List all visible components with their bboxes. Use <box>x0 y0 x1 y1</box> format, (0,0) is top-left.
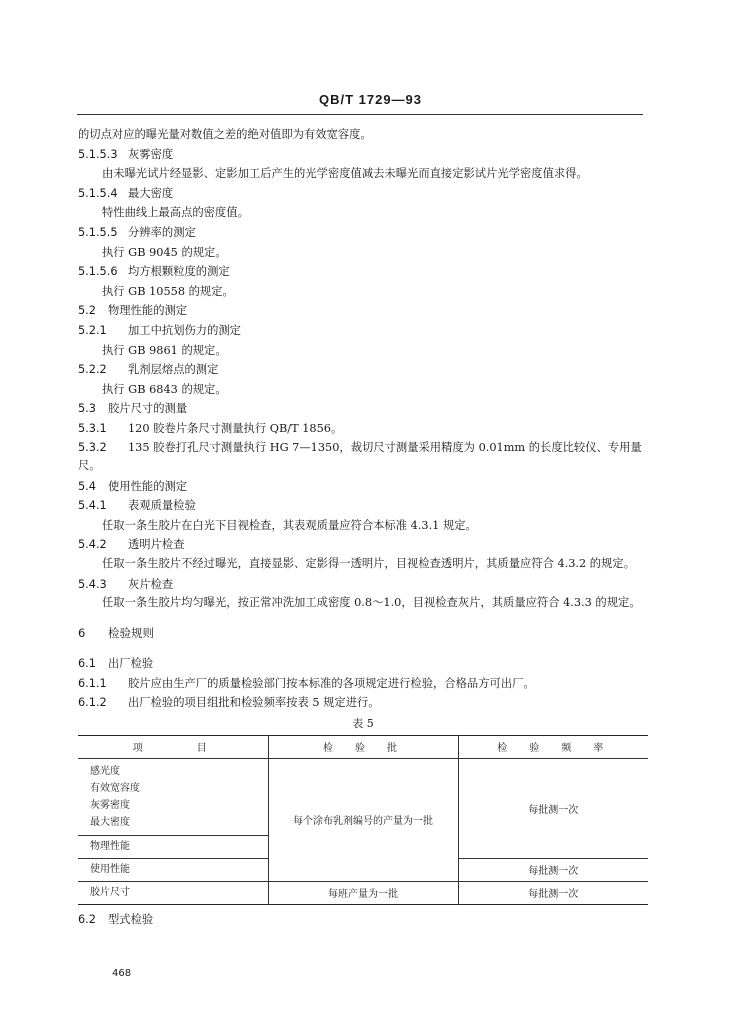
section-5-4-heading: 5.4 使用性能的测定 <box>78 479 188 493</box>
col-header-frequency: 检 验 频 率 <box>458 735 648 758</box>
section-gap <box>78 644 648 654</box>
section-5-4-2-text: 任取一条生胶片不经过曝光，直接显影、定影得一透明片，目视检查透明片，其质量应符合 4.3.2 的规定。 <box>102 556 635 570</box>
section-5-4-1-heading: 5.4.1 表观质量检验 <box>78 499 196 513</box>
col-header-batch: 检 验 批 <box>268 735 458 758</box>
table-row <box>78 881 648 904</box>
section-5-1-5-4-text: 特性曲线上最高点的密度值。 <box>102 206 249 220</box>
section-5-4-2-heading: 5.4.2 透明片检查 <box>78 538 185 552</box>
cell-film-size: 胶片尺寸 <box>78 881 268 904</box>
section-6-1-2: 6.1.2 出厂检验的项目组批和检验频率按表 5 规定进行。 <box>78 696 380 710</box>
cell-frequency-3: 每批测一次 <box>458 881 648 904</box>
table-header-row <box>78 735 648 758</box>
section-5-1-5-6-text: 执行 GB 10558 的规定。 <box>102 284 234 298</box>
continuation-line: 的切点对应的曝光量对数值之差的绝对值即为有效宽容度。 <box>78 128 372 141</box>
table-row <box>78 758 648 835</box>
table-5 <box>78 735 648 905</box>
section-5-1-5-5-text: 执行 GB 9045 的规定。 <box>102 245 227 259</box>
section-5-2-1-heading: 5.2.1 加工中抗划伤力的测定 <box>78 323 241 337</box>
section-5-4-3-heading: 5.4.3 灰片检查 <box>78 577 174 591</box>
section-5-4-3-text: 任取一条生胶片均匀曝光，按正常冲洗加工成密度 0.8～1.0，目视检查灰片，其质量应符合 4.3.3 的规定。 <box>102 596 641 610</box>
cell-frequency-2: 每批测一次 <box>458 858 648 881</box>
cell-batch-class: 每班产量为一批 <box>268 881 458 904</box>
section-5-1-5-4-heading: 5.1.5.4 最大密度 <box>78 186 174 200</box>
section-5-1-5-3-heading: 5.1.5.3 灰雾密度 <box>78 147 174 161</box>
section-5-3-1: 5.3.1 120 胶卷片条尺寸测量执行 QB/T 1856。 <box>78 421 343 435</box>
section-5-1-5-6-heading: 5.1.5.6 均方根颗粒度的测定 <box>78 265 230 279</box>
section-6-1-1: 6.1.1 胶片应由生产厂的质量检验部门按本标准的各项规定进行检验，合格品方可出厂。 <box>78 676 535 690</box>
item-sensitivity: 感光度 <box>90 765 120 777</box>
page-number: 468 <box>112 968 132 979</box>
section-5-2-2-text: 执行 GB 6843 的规定。 <box>102 382 227 396</box>
section-5-4-1-text: 任取一条生胶片在白光下目视检查，其表观质量应符合本标准 4.3.1 规定。 <box>102 518 477 532</box>
chapter-6-heading: 6 检验规则 <box>78 626 154 641</box>
page-content <box>78 125 648 929</box>
section-5-1-5-3-text: 由未曝光试片经显影、定影加工后产生的光学密度值减去未曝光而直接定影试片光学密度值求得。 <box>102 167 588 181</box>
item-fog-density: 灰雾密度 <box>90 799 130 811</box>
section-5-2-2-heading: 5.2.2 乳剂层熔点的测定 <box>78 363 219 377</box>
cell-usage: 使用性能 <box>78 858 268 881</box>
header-rule <box>77 114 643 115</box>
cell-physical: 物理性能 <box>78 835 268 858</box>
cell-batch-emulsion: 每个涂布乳剂编号的产量为一批 <box>268 758 458 881</box>
item-latitude: 有效宽容度 <box>90 782 140 794</box>
section-5-1-5-5-heading: 5.1.5.5 分辨率的测定 <box>78 225 196 239</box>
section-gap <box>78 614 648 624</box>
section-6-2-heading: 6.2 型式检验 <box>78 912 154 926</box>
col-header-item: 项 目 <box>78 735 268 758</box>
item-max-density: 最大密度 <box>90 816 130 828</box>
section-5-2-heading: 5.2 物理性能的测定 <box>78 304 188 318</box>
section-6-1-heading: 6.1 出厂检验 <box>78 657 154 671</box>
section-5-2-1-text: 执行 GB 9861 的规定。 <box>102 343 227 357</box>
section-5-3-2: 5.3.2 135 胶卷打孔尺寸测量执行 HG 7—1350，裁切尺寸测量采用精度为 0.01mm 的长度比较仪、专用量尺。 <box>78 440 642 472</box>
cell-optical-items <box>78 758 268 835</box>
section-5-3-heading: 5.3 胶片尺寸的测量 <box>78 402 188 416</box>
standard-number-header: QB/T 1729—93 <box>318 92 423 107</box>
table-5-caption: 表 5 <box>352 716 374 730</box>
cell-frequency-1: 每批测一次 <box>458 758 648 858</box>
